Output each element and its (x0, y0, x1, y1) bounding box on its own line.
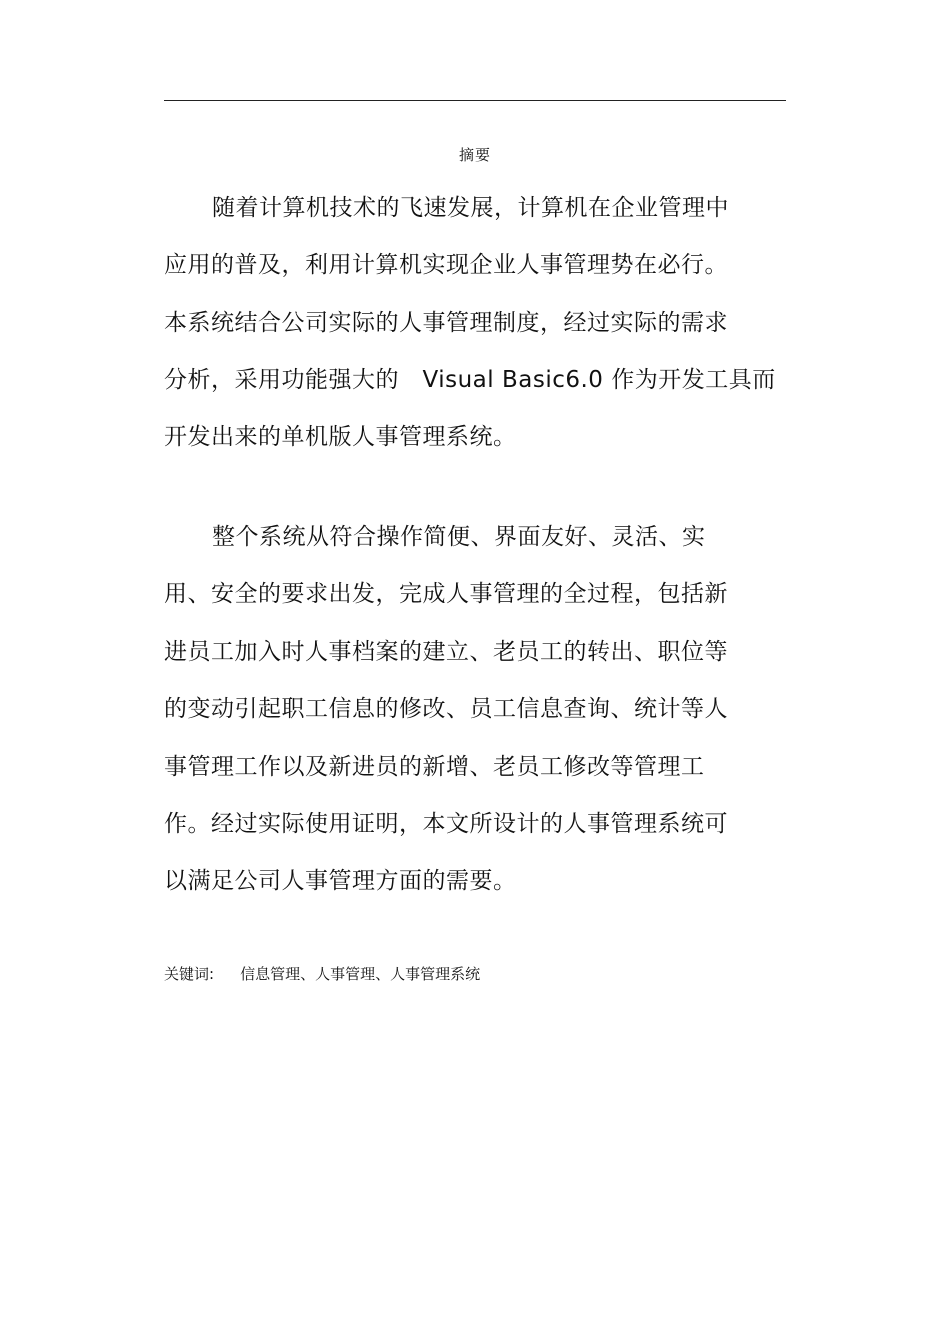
paragraph-line: 的变动引起职工信息的修改、员工信息查询、统计等人 (164, 696, 728, 722)
paragraph-line: 事管理工作以及新进员的新增、老员工修改等管理工 (164, 754, 705, 780)
paragraph-line: 分析，采用功能强大的 Visual Basic6.0 作为开发工具而 (164, 367, 776, 393)
paragraph-line: 进员工加入时人事档案的建立、老员工的转出、职位等 (164, 639, 728, 665)
paragraph-line: 用、安全的要求出发，完成人事管理的全过程，包括新 (164, 581, 728, 607)
keywords-value: 信息管理、人事管理、人事管理系统 (240, 965, 481, 983)
paragraph-line: 本系统结合公司实际的人事管理制度，经过实际的需求 (164, 310, 728, 336)
paragraph-line: 作。经过实际使用证明，本文所设计的人事管理系统可 (164, 811, 728, 837)
abstract-heading: 摘要 (458, 146, 491, 164)
paragraph-line: 随着计算机技术的飞速发展，计算机在企业管理中 (212, 195, 729, 221)
keywords-label: 关键词: (164, 965, 215, 983)
paragraph-line: 开发出来的单机版人事管理系统。 (164, 424, 517, 450)
paragraph-line: 应用的普及，利用计算机实现企业人事管理势在必行。 (164, 252, 728, 278)
header-rule (164, 100, 786, 101)
paragraph-line: 以满足公司人事管理方面的需要。 (164, 868, 517, 894)
keywords-line (164, 963, 480, 985)
paragraph-line: 整个系统从符合操作简便、界面友好、灵活、实 (212, 524, 706, 550)
